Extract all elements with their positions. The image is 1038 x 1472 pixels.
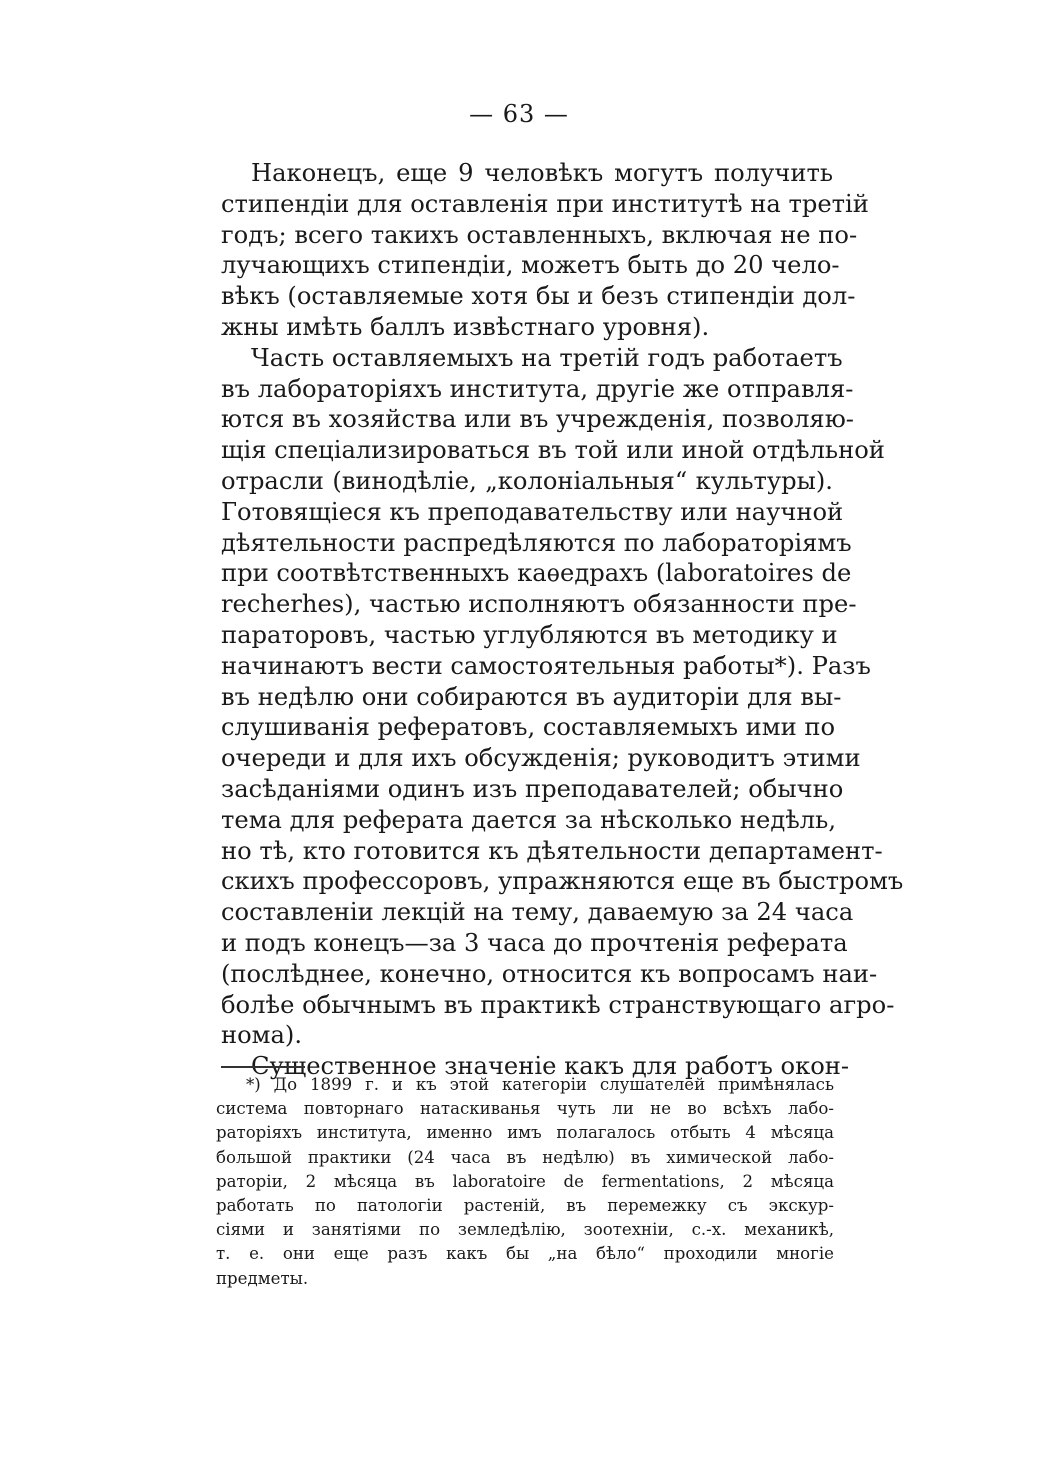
footnote-line: раторіи, 2 мѣсяца въ laboratoire de fermentations, 2 мѣсяца — [216, 1171, 834, 1191]
text-line: отрасли (винодѣліе, „колоніальныя“ культуры). — [221, 466, 833, 495]
footnote — [216, 1073, 834, 1291]
text-line: лучающихъ стипендіи, можетъ быть до 20 чело- — [221, 251, 840, 280]
body-text — [221, 158, 904, 1082]
footnote-line: работать по патологіи растеній, въ перемежку съ экскур- — [216, 1195, 834, 1215]
footnote-line: предметы. — [216, 1268, 309, 1288]
footnote-line: т. е. они еще разъ какъ бы „на бѣло“ проходили многіе — [216, 1244, 834, 1264]
text-line: вѣкъ (оставляемые хотя бы и безъ стипендіи дол- — [221, 282, 856, 311]
footnote-line: раторіяхъ института, именно имъ полагалось отбыть 4 мѣсяца — [216, 1123, 834, 1143]
text-line: скихъ профессоровъ, упражняются еще въ быстромъ — [221, 867, 904, 896]
text-line: Готовящіеся къ преподавательству или научной — [221, 497, 844, 526]
text-line: въ лабораторіяхъ института, другіе же отправля- — [221, 374, 854, 403]
text-line: стипендіи для оставленія при институтѣ на третій — [221, 189, 869, 218]
text-line: составленіи лекцій на тему, даваемую за 24 часа — [221, 898, 854, 927]
text-line: очереди и для ихъ обсужденія; руководитъ этими — [221, 744, 861, 773]
footnote-line: *) До 1899 г. и къ этой категоріи слушателей примѣнялась — [246, 1075, 834, 1094]
text-line: дѣятельности распредѣляются по лабораторіямъ — [221, 528, 852, 557]
text-line: годъ; всего такихъ оставленныхъ, включая не по- — [221, 220, 858, 249]
text-line: (послѣднее, конечно, относится къ вопросамъ наи- — [221, 959, 878, 988]
footnote-divider — [221, 1066, 305, 1068]
text-line: при соотвѣтственныхъ каѳедрахъ (laboratoires de — [221, 559, 852, 588]
text-line: Наконецъ, еще 9 человѣкъ могутъ получить — [251, 159, 833, 187]
text-line: засѣданіями одинъ изъ преподавателей; обычно — [221, 774, 844, 803]
text-line: ются въ хозяйства или въ учрежденія, позволяю- — [221, 405, 854, 434]
text-line: начинаютъ вести самостоятельныя работы*). Разъ — [221, 651, 871, 680]
text-line: и подъ конецъ—за 3 часа до прочтенія реферата — [221, 928, 848, 957]
text-line: болѣе обычнымъ въ практикѣ странствующаго агро- — [221, 990, 895, 1019]
text-line: слушиванія рефератовъ, составляемыхъ ими по — [221, 713, 836, 742]
text-line: въ недѣлю они собираются въ аудиторіи для вы- — [221, 682, 842, 711]
footnote-line: система повторнаго натаскиванья чуть ли не во всѣхъ лабо- — [216, 1099, 834, 1119]
text-line: Часть оставляемыхъ на третій годъ работаетъ — [251, 343, 843, 372]
text-line: тема для реферата дается за нѣсколько недѣль, — [221, 805, 837, 834]
footnote-line: сіями и занятіями по земледѣлію, зоотехніи, с.-х. механикѣ, — [216, 1220, 834, 1240]
page-number: — 63 — — [469, 100, 569, 128]
text-line: параторовъ, частью углубляются въ методику и — [221, 620, 838, 649]
text-line: щія спеціализироваться въ той или иной отдѣльной — [221, 436, 885, 465]
text-line: жны имѣть баллъ извѣстнаго уровня). — [221, 312, 710, 341]
text-line: Существенное значеніе какъ для работъ окон- — [251, 1052, 850, 1081]
text-line: но тѣ, кто готовится къ дѣятельности департамент- — [221, 836, 883, 865]
text-line: recherhes), частью исполняютъ обязанности пре- — [221, 590, 857, 619]
text-line: нома). — [221, 1021, 303, 1050]
footnote-line: большой практики (24 часа въ недѣлю) въ химической лабо- — [216, 1147, 834, 1167]
